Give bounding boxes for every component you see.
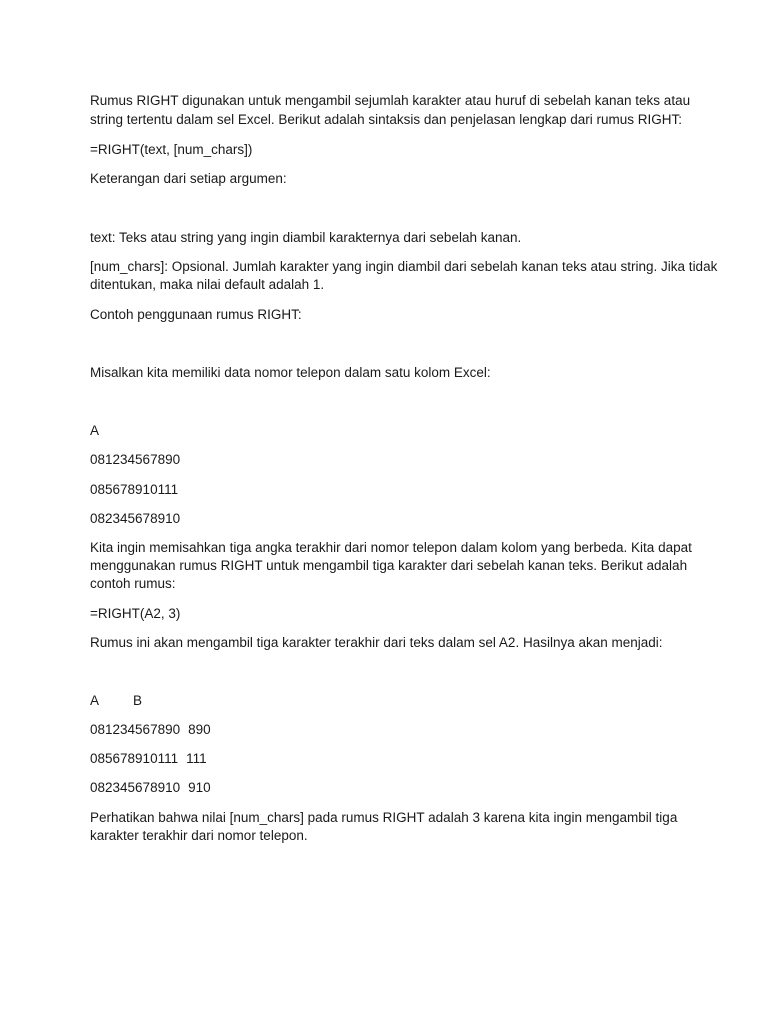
syntax-line: =RIGHT(text, [num_chars]) <box>90 142 253 157</box>
table2-row <box>90 779 680 797</box>
table2-header <box>90 692 680 710</box>
table2-row <box>90 750 680 768</box>
table1-row: 081234567890 <box>90 452 181 467</box>
table1-row: 085678910111 <box>90 482 179 497</box>
table2-row <box>90 721 680 739</box>
para2-line-3: contoh rumus: <box>90 576 176 591</box>
intro-line-2: string tertentu dalam sel Excel. Berikut adalah sintaksis dan penjelasan lengkap dari rumus RIGHT: <box>90 112 683 127</box>
para2-line-1: Kita ingin memisahkan tiga angka terakhir dari nomor telepon dalam kolom yang berbeda. Kita dapat <box>90 540 692 555</box>
table2-cell-a: 081234567890 <box>90 722 181 737</box>
intro-line-1: Rumus RIGHT digunakan untuk mengambil sejumlah karakter atau huruf di sebelah kanan teks atau <box>90 93 691 108</box>
example-heading: Contoh penggunaan rumus RIGHT: <box>90 307 302 322</box>
example-intro: Misalkan kita memiliki data nomor telepon dalam satu kolom Excel: <box>90 365 491 380</box>
table2-cell-b: 910 <box>188 780 211 795</box>
table1-row: 082345678910 <box>90 511 181 526</box>
result-intro: Rumus ini akan mengambil tiga karakter terakhir dari teks dalam sel A2. Hasilnya akan menjadi: <box>90 635 663 650</box>
table2-cell-b: 111 <box>186 751 207 766</box>
table2-cell-a: 082345678910 <box>90 780 181 795</box>
formula-line: =RIGHT(A2, 3) <box>90 606 181 621</box>
conclusion-line-2: karakter terakhir dari nomor telepon. <box>90 828 308 843</box>
args-heading: Keterangan dari setiap argumen: <box>90 171 287 186</box>
table2-header-a: A <box>90 693 100 708</box>
table2-header-b: B <box>133 693 143 708</box>
conclusion-line-1: Perhatikan bahwa nilai [num_chars] pada rumus RIGHT adalah 3 karena kita ingin mengambil tiga <box>90 810 678 825</box>
table1-header: A <box>90 423 100 438</box>
para2-line-2: menggunakan rumus RIGHT untuk mengambil tiga karakter dari sebelah kanan teks. Berikut adalah <box>90 558 688 573</box>
arg-num-line-1: [num_chars]: Opsional. Jumlah karakter yang ingin diambil dari sebelah kanan teks atau string. Jika tidak <box>90 259 718 274</box>
table2-cell-a: 085678910111 <box>90 751 179 766</box>
arg-text-line: text: Teks atau string yang ingin diambil karakternya dari sebelah kanan. <box>90 230 522 245</box>
arg-num-line-2: ditentukan, maka nilai default adalah 1. <box>90 277 325 292</box>
table2-cell-b: 890 <box>188 722 211 737</box>
